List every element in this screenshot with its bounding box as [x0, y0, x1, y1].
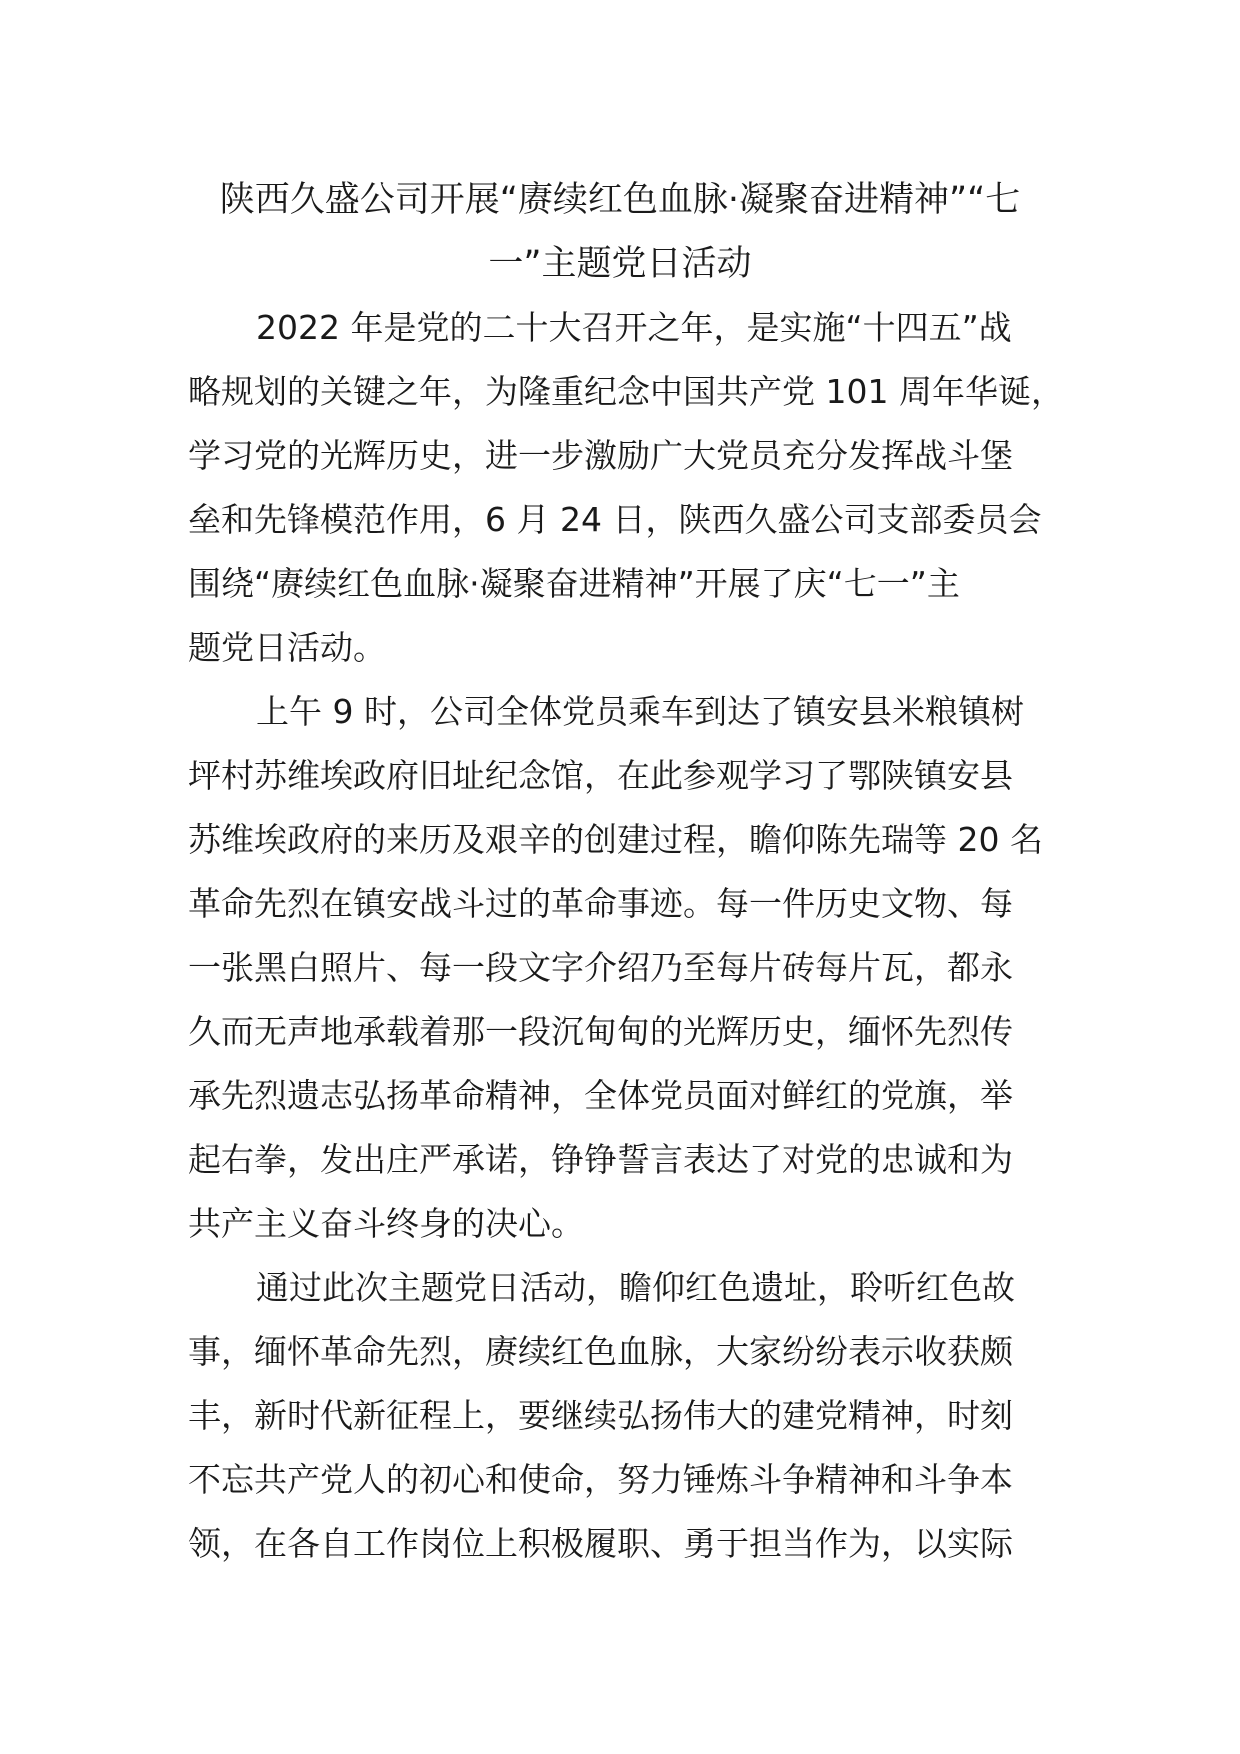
paragraph-line: 承先烈遗志弘扬革命精神，全体党员面对鲜红的党旗，举: [188, 1076, 1013, 1115]
paragraph-line: 共产主义奋斗终身的决心。: [188, 1204, 584, 1243]
paragraph-line: 2022 年是党的二十大召开之年，是实施“十四五”战: [256, 308, 1012, 347]
paragraph-line: 革命先烈在镇安战斗过的革命事迹。每一件历史文物、每: [188, 884, 1013, 923]
document-title: [188, 168, 1052, 296]
paragraph-line: 不忘共产党人的初心和使命，努力锤炼斗争精神和斗争本: [188, 1460, 1013, 1499]
paragraph-line: 起右拳，发出庄严承诺，铮铮誓言表达了对党的忠诚和为: [188, 1140, 1013, 1179]
document-body: [188, 296, 1064, 1576]
paragraph-line: 学习党的光辉历史，进一步激励广大党员充分发挥战斗堡: [188, 436, 1013, 475]
paragraph-line: 一张黑白照片、每一段文字介绍乃至每片砖每片瓦，都永: [188, 948, 1013, 987]
paragraph-line: 垒和先锋模范作用，6 月 24 日，陕西久盛公司支部委员会: [188, 500, 1042, 539]
paragraph-line: 久而无声地承载着那一段沉甸甸的光辉历史，缅怀先烈传: [188, 1012, 1013, 1051]
paragraph-line: 围绕“赓续红色血脉·凝聚奋进精神”开展了庆“七一”主: [188, 564, 960, 603]
title-line: 陕西久盛公司开展“赓续红色血脉·凝聚奋进精神”“七: [219, 180, 1021, 220]
paragraph-line: 坪村苏维埃政府旧址纪念馆，在此参观学习了鄂陕镇安县: [188, 756, 1013, 795]
paragraph: [188, 680, 1052, 1256]
paragraph-line: 上午 9 时，公司全体党员乘车到达了镇安县米粮镇树: [256, 692, 1024, 731]
paragraph-line: 事，缅怀革命先烈，赓续红色血脉，大家纷纷表示收获颇: [188, 1332, 1013, 1371]
title-line: 一”主题党日活动: [488, 244, 752, 284]
paragraph: [188, 296, 1064, 680]
paragraph-line: 领，在各自工作岗位上积极履职、勇于担当作为，以实际: [188, 1524, 1013, 1563]
paragraph-line: 题党日活动。: [188, 628, 386, 667]
paragraph-line: 丰，新时代新征程上，要继续弘扬伟大的建党精神，时刻: [188, 1396, 1013, 1435]
paragraph-line: 苏维埃政府的来历及艰辛的创建过程，瞻仰陈先瑞等 20 名: [188, 820, 1043, 859]
paragraph-line: 通过此次主题党日活动，瞻仰红色遗址，聆听红色故: [256, 1268, 1015, 1307]
paragraph-line: 略规划的关键之年，为隆重纪念中国共产党 101 周年华诞，: [188, 372, 1064, 411]
paragraph: [188, 1256, 1052, 1576]
